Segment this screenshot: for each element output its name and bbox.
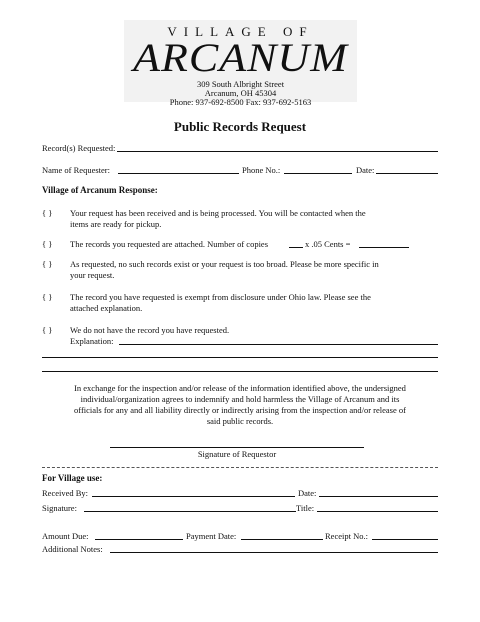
village-signature-field[interactable]	[84, 511, 296, 512]
indemnity-line-1: In exchange for the inspection and/or release of the information identified above, the undersigned	[74, 383, 406, 393]
additional-notes-field[interactable]	[110, 552, 438, 553]
date-field[interactable]	[376, 173, 438, 174]
records-requested-field[interactable]	[117, 151, 438, 152]
response-checkbox-5[interactable]: { }	[42, 325, 53, 335]
phone-no-field[interactable]	[284, 173, 352, 174]
response-checkbox-3[interactable]: { }	[42, 259, 53, 269]
response-item-4-line2: attached explanation.	[70, 303, 143, 313]
logo-village-of: VILLAGE OF	[167, 24, 314, 39]
page-title: Public Records Request	[173, 119, 307, 134]
village-date-label: Date:	[298, 488, 317, 498]
indemnity-line-4: said public records.	[206, 416, 274, 426]
response-item-3-line2: your request.	[70, 270, 115, 280]
payment-date-field[interactable]	[241, 539, 323, 540]
received-by-label: Received By:	[42, 488, 89, 498]
signature-of-requestor-label: Signature of Requestor	[197, 449, 277, 459]
phone-no-label: Phone No.:	[242, 165, 281, 175]
response-item-3	[70, 259, 379, 281]
receipt-no-field[interactable]	[372, 539, 438, 540]
explanation-field-1[interactable]	[119, 344, 438, 345]
explanation-field-2[interactable]	[42, 357, 438, 358]
receipt-no-label: Receipt No.:	[325, 531, 368, 541]
records-requested-label: Record(s) Requested:	[42, 143, 116, 153]
response-item-2-line1: The records you requested are attached. Number of copies	[70, 239, 269, 249]
village-logo-header	[124, 20, 357, 107]
copies-count-field[interactable]	[289, 247, 303, 248]
explanation-label: Explanation:	[70, 336, 114, 346]
additional-notes-label: Additional Notes:	[42, 544, 103, 554]
village-title-label: Title:	[296, 503, 315, 513]
amount-due-label: Amount Due:	[42, 531, 89, 541]
response-item-1-line2: items are ready for pickup.	[70, 219, 162, 229]
response-item-1	[70, 208, 366, 230]
village-use-heading: For Village use:	[42, 473, 103, 483]
copies-total-field[interactable]	[359, 247, 409, 248]
address-phone-fax: Phone: 937-692-8500 Fax: 937-692-5163	[169, 97, 312, 107]
requestor-signature-field[interactable]	[110, 447, 364, 448]
indemnity-line-2: individual/organization agrees to indemnify and hold harmless the Village of Arcanum and its	[80, 394, 400, 404]
village-date-field[interactable]	[319, 496, 438, 497]
payment-date-label: Payment Date:	[186, 531, 237, 541]
copies-multiplier: x .05 Cents =	[305, 239, 351, 249]
village-title-field[interactable]	[317, 511, 438, 512]
response-item-1-line1: Your request has been received and is being processed. You will be contacted when the	[70, 208, 366, 218]
name-of-requester-label: Name of Requester:	[42, 165, 110, 175]
village-signature-label: Signature:	[42, 503, 77, 513]
amount-due-field[interactable]	[95, 539, 183, 540]
response-checkbox-1[interactable]: { }	[42, 208, 53, 218]
logo-arcanum: ARCANUM	[133, 34, 348, 81]
indemnity-paragraph	[42, 383, 438, 427]
explanation-field-3[interactable]	[42, 371, 438, 372]
address-street: 309 South Albright Street	[196, 79, 285, 89]
response-checkbox-4[interactable]: { }	[42, 292, 53, 302]
indemnity-line-3: officials for any and all liability directly or indirectly arising from the inspection and/or release of	[74, 405, 406, 415]
address-city: Arcanum, OH 45304	[204, 88, 277, 98]
response-item-5-line1: We do not have the record you have requested.	[70, 325, 230, 335]
date-label: Date:	[356, 165, 375, 175]
received-by-field[interactable]	[92, 496, 295, 497]
response-item-4-line1: The record you have requested is exempt from disclosure under Ohio law. Please see the	[70, 292, 371, 302]
response-heading: Village of Arcanum Response:	[42, 185, 158, 195]
section-divider	[42, 467, 438, 468]
name-of-requester-field[interactable]	[118, 173, 239, 174]
response-checkbox-2[interactable]: { }	[42, 239, 53, 249]
response-item-3-line1: As requested, no such records exist or your request is too broad. Please be more specific in	[70, 259, 379, 269]
response-item-4	[70, 292, 371, 314]
